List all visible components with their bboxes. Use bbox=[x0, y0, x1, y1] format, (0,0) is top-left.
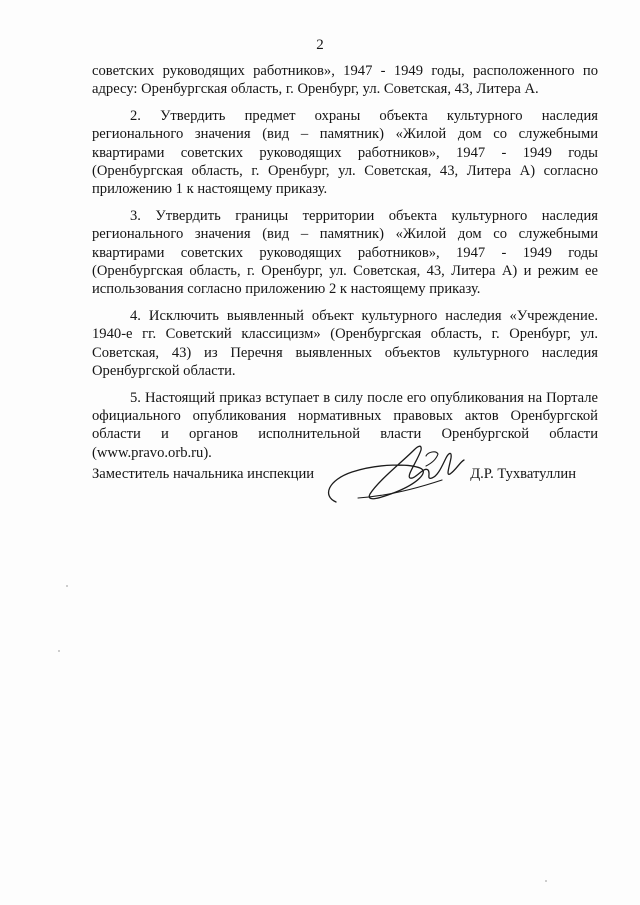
signatory-name: Д.Р. Тухватуллин bbox=[470, 466, 576, 482]
paragraph-continuation: советских руководящих работников», 1947 - 1949 годы, расположенного по адресу: Оренбургская область, г. Оренбург, ул. Советская, 43, Литера А. bbox=[92, 63, 598, 98]
paragraph-item-5: 5. Настоящий приказ вступает в силу после его опубликования на Портале официального опубликования нормативных правовых актов Оренбургской области и органов исполнительной власти Оренбургской области (www.pravo.orb.ru). bbox=[92, 389, 598, 461]
paragraph-item-4: 4. Исключить выявленный объект культурного наследия «Учреждение. 1940-е гг. Советский классицизм» (Оренбургская область, г. Оренбург, ул. Советская, 43) из Перечня выявленных объектов культурного наследия Оренбургской области. bbox=[92, 307, 598, 380]
signature-block bbox=[92, 466, 598, 526]
scan-speck bbox=[66, 585, 68, 587]
paragraph-item-3: 3. Утвердить границы территории объекта культурного наследия регионального значения (вид – памятник) «Жилой дом со служебными квартирами советских руководящих работников», 1947 - 1949 годы (Оренбургская область, г. Оренбург, ул. Советская, 43, Литера А) и режим ее использования согласно приложению 2 к настоящему приказу. bbox=[92, 207, 598, 298]
scan-speck bbox=[545, 880, 547, 882]
page-number: 2 bbox=[316, 37, 324, 53]
document-body bbox=[92, 62, 598, 470]
scan-speck bbox=[58, 650, 60, 652]
paragraph-item-2: 2. Утвердить предмет охраны объекта культурного наследия регионального значения (вид – памятник) «Жилой дом со служебными квартирами советских руководящих работников», 1947 - 1949 годы (Оренбургская область, г. Оренбург, ул. Советская, 43, Литера А) согласно приложению 1 к настоящему приказу. bbox=[92, 107, 598, 198]
signatory-position: Заместитель начальника инспекции bbox=[92, 466, 315, 482]
handwritten-signature bbox=[318, 436, 468, 520]
